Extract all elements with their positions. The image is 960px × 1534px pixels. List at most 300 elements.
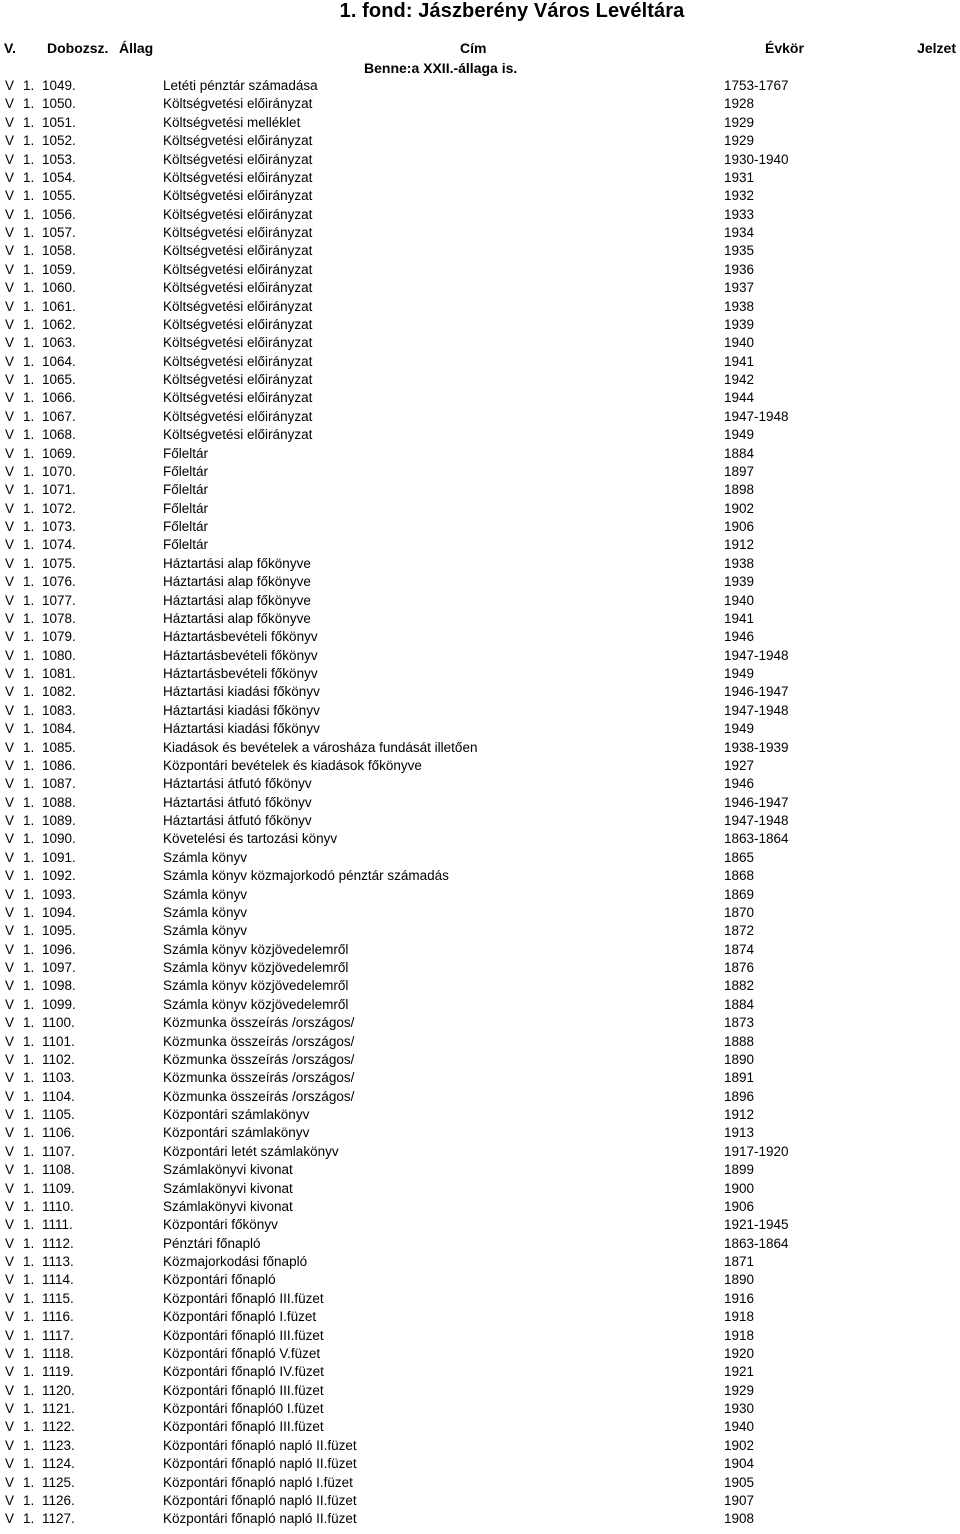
record-v: V bbox=[5, 941, 15, 957]
record-row bbox=[0, 1180, 960, 1198]
record-box-number: 1. bbox=[23, 886, 35, 902]
record-item-number: 1080. bbox=[42, 647, 76, 663]
record-row bbox=[0, 1014, 960, 1032]
record-v: V bbox=[5, 1345, 15, 1361]
record-box-number: 1. bbox=[23, 1290, 35, 1306]
record-row bbox=[0, 132, 960, 150]
record-row bbox=[0, 353, 960, 371]
record-row bbox=[0, 1308, 960, 1326]
record-item-number: 1084. bbox=[42, 721, 76, 737]
record-box-number: 1. bbox=[23, 335, 35, 351]
record-v: V bbox=[5, 739, 15, 755]
record-years: 1931 bbox=[724, 169, 755, 185]
record-item-number: 1077. bbox=[42, 592, 76, 608]
record-v: V bbox=[5, 1143, 15, 1159]
record-row bbox=[0, 1418, 960, 1436]
record-row bbox=[0, 481, 960, 499]
document-title-text: 1. fond: Jászberény Város Levéltára bbox=[339, 0, 685, 22]
record-row bbox=[0, 904, 960, 922]
record-box-number: 1. bbox=[23, 757, 35, 773]
record-v: V bbox=[5, 188, 15, 204]
record-years: 1872 bbox=[724, 923, 755, 939]
record-box-number: 1. bbox=[23, 1107, 35, 1122]
record-v: V bbox=[5, 151, 15, 167]
record-v: V bbox=[5, 1033, 15, 1049]
record-v: V bbox=[5, 1456, 15, 1472]
record-title: Számla könyv bbox=[163, 849, 248, 865]
record-item-number: 1053. bbox=[42, 151, 76, 167]
record-years: 1941 bbox=[724, 353, 755, 369]
record-title: Letéti pénztár számadása bbox=[163, 78, 318, 93]
record-box-number: 1. bbox=[23, 78, 35, 93]
record-box-number: 1. bbox=[23, 1235, 35, 1251]
record-years: 1906 bbox=[724, 519, 755, 534]
record-title: Főleltár bbox=[163, 463, 209, 479]
record-title: Költségvetési előirányzat bbox=[163, 316, 313, 332]
record-item-number: 1110. bbox=[42, 1198, 74, 1214]
record-row bbox=[0, 555, 960, 573]
record-v: V bbox=[5, 831, 15, 847]
record-v: V bbox=[5, 555, 15, 571]
record-box-number: 1. bbox=[23, 1419, 35, 1435]
record-v: V bbox=[5, 1051, 15, 1067]
record-item-number: 1087. bbox=[42, 776, 76, 792]
record-years: 1890 bbox=[724, 1051, 755, 1067]
record-item-number: 1089. bbox=[42, 813, 76, 828]
record-years: 1947-1948 bbox=[724, 813, 789, 828]
record-v: V bbox=[5, 996, 15, 1012]
record-years: 1918 bbox=[724, 1309, 755, 1325]
record-v: V bbox=[5, 519, 15, 534]
record-title: Költségvetési előirányzat bbox=[163, 133, 313, 149]
record-box-number: 1. bbox=[23, 261, 35, 277]
record-v: V bbox=[5, 1180, 15, 1196]
record-box-number: 1. bbox=[23, 629, 35, 645]
record-box-number: 1. bbox=[23, 1437, 35, 1453]
record-years: 1947-1948 bbox=[724, 408, 789, 424]
record-item-number: 1102. bbox=[42, 1051, 75, 1067]
record-title: Központári számlakönyv bbox=[163, 1107, 310, 1122]
record-item-number: 1061. bbox=[42, 298, 76, 314]
record-title: Költségvetési előirányzat bbox=[163, 206, 313, 222]
record-box-number: 1. bbox=[23, 666, 35, 681]
record-box-number: 1. bbox=[23, 1456, 35, 1472]
record-years: 1937 bbox=[724, 280, 755, 296]
record-item-number: 1051. bbox=[42, 114, 76, 130]
record-row bbox=[0, 977, 960, 995]
record-item-number: 1106. bbox=[42, 1125, 75, 1141]
record-title: Költségvetési melléklet bbox=[163, 114, 301, 130]
record-years: 1890 bbox=[724, 1272, 755, 1288]
record-title: Számla könyv közjövedelemről bbox=[163, 996, 349, 1012]
record-item-number: 1072. bbox=[42, 500, 76, 516]
record-item-number: 1096. bbox=[42, 941, 76, 957]
record-years: 1873 bbox=[724, 1015, 755, 1031]
record-row bbox=[0, 1198, 960, 1216]
record-years: 1865 bbox=[724, 849, 755, 865]
record-v: V bbox=[5, 1290, 15, 1306]
record-box-number: 1. bbox=[23, 1088, 35, 1104]
record-title: Számla könyv közjövedelemről bbox=[163, 978, 349, 994]
record-row bbox=[0, 1124, 960, 1142]
record-row bbox=[0, 592, 960, 610]
record-years: 1869 bbox=[724, 886, 755, 902]
record-row bbox=[0, 702, 960, 720]
record-title: Közmunka összeírás /országos/ bbox=[163, 1015, 355, 1031]
record-row bbox=[0, 1161, 960, 1179]
record-box-number: 1. bbox=[23, 923, 35, 939]
record-years: 1938 bbox=[724, 298, 755, 314]
record-row bbox=[0, 224, 960, 242]
record-row bbox=[0, 206, 960, 224]
record-years: 1868 bbox=[724, 868, 755, 884]
record-title: Költségvetési előirányzat bbox=[163, 335, 313, 351]
record-row bbox=[0, 261, 960, 279]
record-title: Számla könyv közmajorkodó pénztár számadás bbox=[163, 868, 449, 884]
record-v: V bbox=[5, 702, 15, 718]
record-item-number: 1064. bbox=[42, 353, 76, 369]
record-title: Követelési és tartozási könyv bbox=[163, 831, 338, 847]
record-item-number: 1054. bbox=[42, 169, 76, 185]
record-box-number: 1. bbox=[23, 702, 35, 718]
record-item-number: 1125. bbox=[42, 1474, 75, 1490]
record-item-number: 1091. bbox=[42, 849, 76, 865]
record-row bbox=[0, 536, 960, 554]
record-box-number: 1. bbox=[23, 225, 35, 240]
record-row bbox=[0, 114, 960, 132]
record-item-number: 1117. bbox=[42, 1327, 74, 1343]
record-row bbox=[0, 1235, 960, 1253]
record-title: Központári bevételek és kiadások főkönyve bbox=[163, 757, 422, 773]
record-v: V bbox=[5, 1162, 15, 1178]
record-item-number: 1115. bbox=[42, 1290, 74, 1306]
column-header-evkor: Évkör bbox=[765, 40, 804, 56]
record-item-number: 1092. bbox=[42, 868, 76, 884]
record-box-number: 1. bbox=[23, 537, 35, 553]
record-v: V bbox=[5, 886, 15, 902]
record-row bbox=[0, 371, 960, 389]
record-box-number: 1. bbox=[23, 1401, 35, 1416]
record-box-number: 1. bbox=[23, 1180, 35, 1196]
record-row bbox=[0, 941, 960, 959]
record-box-number: 1. bbox=[23, 1217, 35, 1233]
record-v: V bbox=[5, 629, 15, 645]
record-title: Központári főnapló I.füzet bbox=[163, 1309, 317, 1325]
record-years: 1891 bbox=[724, 1070, 755, 1086]
record-v: V bbox=[5, 1107, 15, 1122]
record-box-number: 1. bbox=[23, 868, 35, 884]
record-item-number: 1114. bbox=[42, 1272, 74, 1288]
record-years: 1906 bbox=[724, 1198, 755, 1214]
record-v: V bbox=[5, 1437, 15, 1453]
record-title: Számlakönyvi kivonat bbox=[163, 1198, 293, 1214]
record-box-number: 1. bbox=[23, 408, 35, 424]
record-box-number: 1. bbox=[23, 372, 35, 387]
record-item-number: 1119. bbox=[42, 1364, 74, 1380]
record-title: Központári főnapló napló II.füzet bbox=[163, 1456, 357, 1472]
record-title: Háztartási alap főkönyve bbox=[163, 592, 311, 608]
record-v: V bbox=[5, 813, 15, 828]
record-row bbox=[0, 1051, 960, 1069]
record-title: Kiadások és bevételek a városháza fundását illetően bbox=[163, 739, 478, 755]
record-title: Közmajorkodási főnapló bbox=[163, 1254, 308, 1269]
record-row bbox=[0, 1216, 960, 1234]
record-item-number: 1066. bbox=[42, 390, 76, 406]
record-item-number: 1098. bbox=[42, 978, 76, 994]
record-row bbox=[0, 1271, 960, 1289]
record-item-number: 1120. bbox=[42, 1382, 75, 1398]
record-title: Központári főnapló0 I.füzet bbox=[163, 1401, 324, 1416]
record-v: V bbox=[5, 353, 15, 369]
record-box-number: 1. bbox=[23, 849, 35, 865]
record-v: V bbox=[5, 133, 15, 149]
record-v: V bbox=[5, 849, 15, 865]
record-item-number: 1112. bbox=[42, 1235, 74, 1251]
record-list bbox=[0, 77, 960, 1529]
record-v: V bbox=[5, 1272, 15, 1288]
record-box-number: 1. bbox=[23, 1492, 35, 1508]
record-row bbox=[0, 500, 960, 518]
record-years: 1918 bbox=[724, 1327, 755, 1343]
record-v: V bbox=[5, 647, 15, 663]
record-box-number: 1. bbox=[23, 114, 35, 130]
record-item-number: 1103. bbox=[42, 1070, 75, 1086]
record-box-number: 1. bbox=[23, 684, 35, 700]
record-box-number: 1. bbox=[23, 1162, 35, 1178]
record-item-number: 1086. bbox=[42, 757, 76, 773]
record-years: 1941 bbox=[724, 610, 755, 626]
record-v: V bbox=[5, 1235, 15, 1251]
record-row bbox=[0, 1455, 960, 1473]
record-title: Költségvetési előirányzat bbox=[163, 261, 313, 277]
record-box-number: 1. bbox=[23, 1198, 35, 1214]
record-box-number: 1. bbox=[23, 721, 35, 737]
record-row bbox=[0, 739, 960, 757]
record-row bbox=[0, 279, 960, 297]
record-title: Háztartási átfutó főkönyv bbox=[163, 794, 312, 810]
record-v: V bbox=[5, 1511, 15, 1527]
record-years: 1863-1864 bbox=[724, 1235, 789, 1251]
record-title: Számla könyv közjövedelemről bbox=[163, 960, 349, 975]
record-row bbox=[0, 812, 960, 830]
record-item-number: 1100. bbox=[42, 1015, 75, 1031]
record-title: Főleltár bbox=[163, 482, 209, 498]
record-title: Költségvetési előirányzat bbox=[163, 353, 313, 369]
record-v: V bbox=[5, 904, 15, 920]
record-years: 1938-1939 bbox=[724, 739, 789, 755]
record-title: Költségvetési előirányzat bbox=[163, 169, 313, 185]
record-v: V bbox=[5, 794, 15, 810]
record-row bbox=[0, 426, 960, 444]
record-years: 1936 bbox=[724, 261, 755, 277]
record-v: V bbox=[5, 427, 15, 443]
record-box-number: 1. bbox=[23, 1309, 35, 1325]
record-title: Főleltár bbox=[163, 500, 209, 516]
record-row bbox=[0, 1400, 960, 1418]
record-v: V bbox=[5, 1254, 15, 1269]
record-years: 1913 bbox=[724, 1125, 755, 1141]
record-box-number: 1. bbox=[23, 592, 35, 608]
record-item-number: 1101. bbox=[42, 1033, 75, 1049]
record-v: V bbox=[5, 1401, 15, 1416]
record-years: 1900 bbox=[724, 1180, 755, 1196]
record-box-number: 1. bbox=[23, 243, 35, 259]
record-title: Főleltár bbox=[163, 519, 209, 534]
record-title: Költségvetési előirányzat bbox=[163, 151, 313, 167]
record-box-number: 1. bbox=[23, 353, 35, 369]
record-v: V bbox=[5, 868, 15, 884]
record-item-number: 1060. bbox=[42, 280, 76, 296]
record-v: V bbox=[5, 78, 15, 93]
record-row bbox=[0, 389, 960, 407]
record-row bbox=[0, 316, 960, 334]
record-box-number: 1. bbox=[23, 463, 35, 479]
column-header-allag: Állag bbox=[119, 40, 154, 56]
record-box-number: 1. bbox=[23, 904, 35, 920]
record-item-number: 1083. bbox=[42, 702, 76, 718]
record-v: V bbox=[5, 721, 15, 737]
record-box-number: 1. bbox=[23, 610, 35, 626]
record-years: 1928 bbox=[724, 96, 755, 112]
record-title: Központári számlakönyv bbox=[163, 1125, 310, 1141]
record-title: Költségvetési előirányzat bbox=[163, 225, 313, 240]
record-title: Költségvetési előirányzat bbox=[163, 372, 313, 387]
record-title: Közmunka összeírás /országos/ bbox=[163, 1070, 355, 1086]
record-years: 1863-1864 bbox=[724, 831, 789, 847]
record-years: 1921-1945 bbox=[724, 1217, 789, 1233]
record-title: Háztartási alap főkönyve bbox=[163, 574, 311, 590]
record-v: V bbox=[5, 610, 15, 626]
record-item-number: 1057. bbox=[42, 225, 76, 240]
record-title: Költségvetési előirányzat bbox=[163, 96, 313, 112]
record-box-number: 1. bbox=[23, 1272, 35, 1288]
record-title: Háztartásbevételi főkönyv bbox=[163, 629, 318, 645]
record-title: Számla könyv bbox=[163, 923, 248, 939]
record-years: 1916 bbox=[724, 1290, 755, 1306]
record-row bbox=[0, 1088, 960, 1106]
record-title: Központári főnapló V.füzet bbox=[163, 1345, 321, 1361]
record-years: 1939 bbox=[724, 574, 755, 590]
record-box-number: 1. bbox=[23, 188, 35, 204]
record-box-number: 1. bbox=[23, 519, 35, 534]
record-years: 1876 bbox=[724, 960, 755, 975]
record-item-number: 1076. bbox=[42, 574, 76, 590]
record-title: Közmunka összeírás /országos/ bbox=[163, 1088, 355, 1104]
record-years: 1902 bbox=[724, 500, 755, 516]
record-item-number: 1090. bbox=[42, 831, 76, 847]
record-item-number: 1067. bbox=[42, 408, 76, 424]
record-v: V bbox=[5, 243, 15, 259]
record-row bbox=[0, 610, 960, 628]
document-title bbox=[0, 0, 960, 23]
record-years: 1917-1920 bbox=[724, 1143, 789, 1159]
record-years: 1871 bbox=[724, 1254, 755, 1269]
record-title: Közmunka összeírás /országos/ bbox=[163, 1033, 355, 1049]
record-title: Háztartási átfutó főkönyv bbox=[163, 776, 312, 792]
record-years: 1904 bbox=[724, 1456, 755, 1472]
record-box-number: 1. bbox=[23, 794, 35, 810]
record-row bbox=[0, 647, 960, 665]
record-item-number: 1094. bbox=[42, 904, 76, 920]
record-item-number: 1056. bbox=[42, 206, 76, 222]
record-v: V bbox=[5, 537, 15, 553]
record-item-number: 1062. bbox=[42, 316, 76, 332]
record-years: 1949 bbox=[724, 721, 755, 737]
record-years: 1949 bbox=[724, 427, 755, 443]
record-v: V bbox=[5, 684, 15, 700]
record-box-number: 1. bbox=[23, 169, 35, 185]
record-title: Központári főkönyv bbox=[163, 1217, 278, 1233]
record-years: 1870 bbox=[724, 904, 755, 920]
record-v: V bbox=[5, 592, 15, 608]
record-title: Központári főnapló IV.füzet bbox=[163, 1364, 324, 1380]
record-item-number: 1063. bbox=[42, 335, 76, 351]
record-v: V bbox=[5, 1492, 15, 1508]
record-years: 1944 bbox=[724, 390, 755, 406]
record-item-number: 1105. bbox=[42, 1107, 75, 1122]
record-title: Központári főnapló napló II.füzet bbox=[163, 1511, 357, 1527]
record-item-number: 1085. bbox=[42, 739, 76, 755]
record-years: 1947-1948 bbox=[724, 702, 789, 718]
record-title: Háztartási kiadási főkönyv bbox=[163, 721, 320, 737]
record-row bbox=[0, 849, 960, 867]
record-title: Központári főnapló III.füzet bbox=[163, 1327, 324, 1343]
record-title: Költségvetési előirányzat bbox=[163, 280, 313, 296]
record-box-number: 1. bbox=[23, 1511, 35, 1527]
record-item-number: 1059. bbox=[42, 261, 76, 277]
record-title: Közmunka összeírás /országos/ bbox=[163, 1051, 355, 1067]
record-item-number: 1058. bbox=[42, 243, 76, 259]
record-v: V bbox=[5, 335, 15, 351]
record-years: 1947-1948 bbox=[724, 647, 789, 663]
record-row bbox=[0, 1382, 960, 1400]
record-row bbox=[0, 518, 960, 536]
record-item-number: 1093. bbox=[42, 886, 76, 902]
record-item-number: 1099. bbox=[42, 996, 76, 1012]
record-item-number: 1108. bbox=[42, 1162, 75, 1178]
record-item-number: 1113. bbox=[42, 1254, 74, 1269]
record-item-number: 1088. bbox=[42, 794, 76, 810]
record-title: Költségvetési előirányzat bbox=[163, 427, 313, 443]
column-header-jelzet: Jelzet bbox=[917, 40, 956, 56]
record-years: 1946-1947 bbox=[724, 794, 789, 810]
record-row bbox=[0, 886, 960, 904]
record-item-number: 1126. bbox=[42, 1492, 75, 1508]
record-box-number: 1. bbox=[23, 813, 35, 828]
record-title: Költségvetési előirányzat bbox=[163, 188, 313, 204]
record-box-number: 1. bbox=[23, 739, 35, 755]
record-title: Központári főnapló napló II.füzet bbox=[163, 1492, 357, 1508]
record-years: 1930-1940 bbox=[724, 151, 789, 167]
record-v: V bbox=[5, 225, 15, 240]
record-item-number: 1052. bbox=[42, 133, 76, 149]
record-box-number: 1. bbox=[23, 1125, 35, 1141]
record-row bbox=[0, 757, 960, 775]
record-box-number: 1. bbox=[23, 1051, 35, 1067]
record-row bbox=[0, 408, 960, 426]
record-item-number: 1095. bbox=[42, 923, 76, 939]
record-years: 1929 bbox=[724, 1382, 755, 1398]
record-v: V bbox=[5, 1309, 15, 1325]
record-title: Főleltár bbox=[163, 537, 209, 553]
record-years: 1884 bbox=[724, 996, 755, 1012]
record-item-number: 1111. bbox=[42, 1217, 73, 1233]
record-years: 1946 bbox=[724, 776, 755, 792]
record-years: 1907 bbox=[724, 1492, 755, 1508]
record-years: 1927 bbox=[724, 757, 755, 773]
record-title: Számla könyv közjövedelemről bbox=[163, 941, 349, 957]
record-box-number: 1. bbox=[23, 206, 35, 222]
